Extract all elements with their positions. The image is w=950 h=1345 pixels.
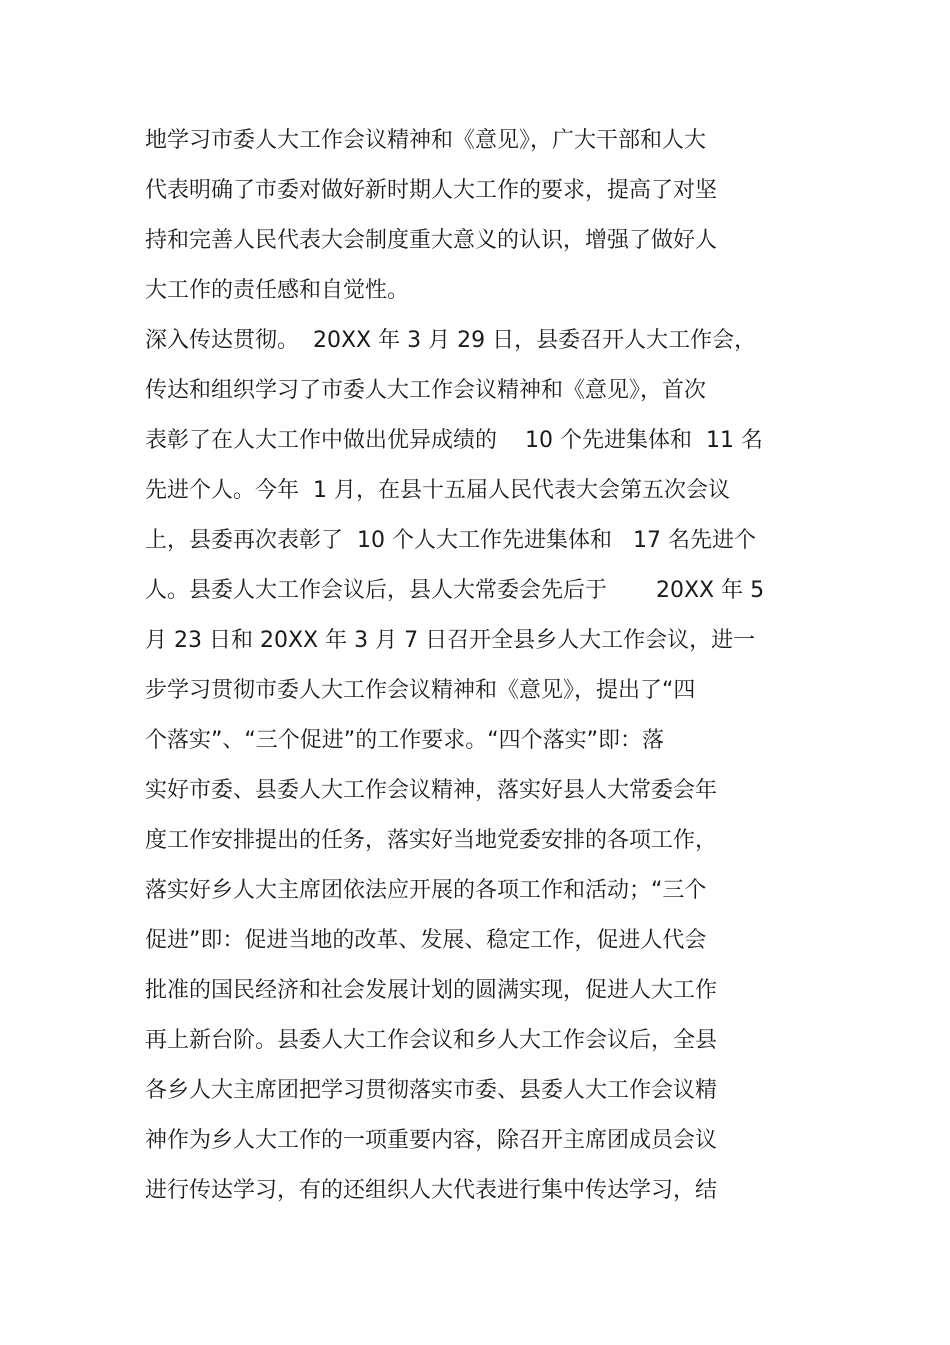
text-line: 持和完善人民代表大会制度重大意义的认识，增强了做好人: [145, 228, 718, 253]
text-line: 代表明确了市委对做好新时期人大工作的要求，提高了对坚: [145, 178, 718, 203]
text-line: 个落实”、“三个促进”的工作要求。“四个落实”即：落: [145, 728, 664, 753]
text-line: 度工作安排提出的任务，落实好当地党委安排的各项工作，: [145, 828, 718, 853]
text-line: 人。县委人大工作会议后，县人大常委会先后于 20XX 年 5: [145, 578, 765, 603]
text-line: 传达和组织学习了市委人大工作会议精神和《意见》，首次: [145, 378, 707, 403]
text-line: 大工作的责任感和自觉性。: [145, 278, 410, 303]
text-line: 批准的国民经济和社会发展计划的圆满实现，促进人大工作: [145, 978, 718, 1003]
text-line: 上，县委再次表彰了 10 个人大工作先进集体和 17 名先进个: [145, 528, 756, 553]
text-line: 地学习市委人大工作会议精神和《意见》，广大干部和人大: [145, 128, 707, 153]
text-line: 表彰了在人大工作中做出优异成绩的 10 个先进集体和 11 名: [145, 428, 763, 453]
text-line: 促进”即：促进当地的改革、发展、稳定工作，促进人代会: [145, 928, 707, 953]
text-line: 神作为乡人大工作的一项重要内容，除召开主席团成员会议: [145, 1128, 718, 1153]
text-line: 先进个人。今年 1 月，在县十五届人民代表大会第五次会议: [145, 478, 730, 503]
text-line: 进行传达学习，有的还组织人大代表进行集中传达学习，结: [145, 1178, 718, 1203]
text-line: 步学习贯彻市委人大工作会议精神和《意见》，提出了“四: [145, 678, 696, 703]
text-line: 深入传达贯彻。 20XX 年 3 月 29 日，县委召开人大工作会，: [145, 328, 757, 353]
text-line: 实好市委、县委人大工作会议精神，落实好县人大常委会年: [145, 778, 718, 803]
text-line: 月 23 日和 20XX 年 3 月 7 日召开全县乡人大工作会议，进一: [145, 628, 756, 653]
text-line: 各乡人大主席团把学习贯彻落实市委、县委人大工作会议精: [145, 1078, 718, 1103]
text-line: 落实好乡人大主席团依法应开展的各项工作和活动；“三个: [145, 878, 707, 903]
text-line: 再上新台阶。县委人大工作会议和乡人大工作会议后，全县: [145, 1028, 718, 1053]
